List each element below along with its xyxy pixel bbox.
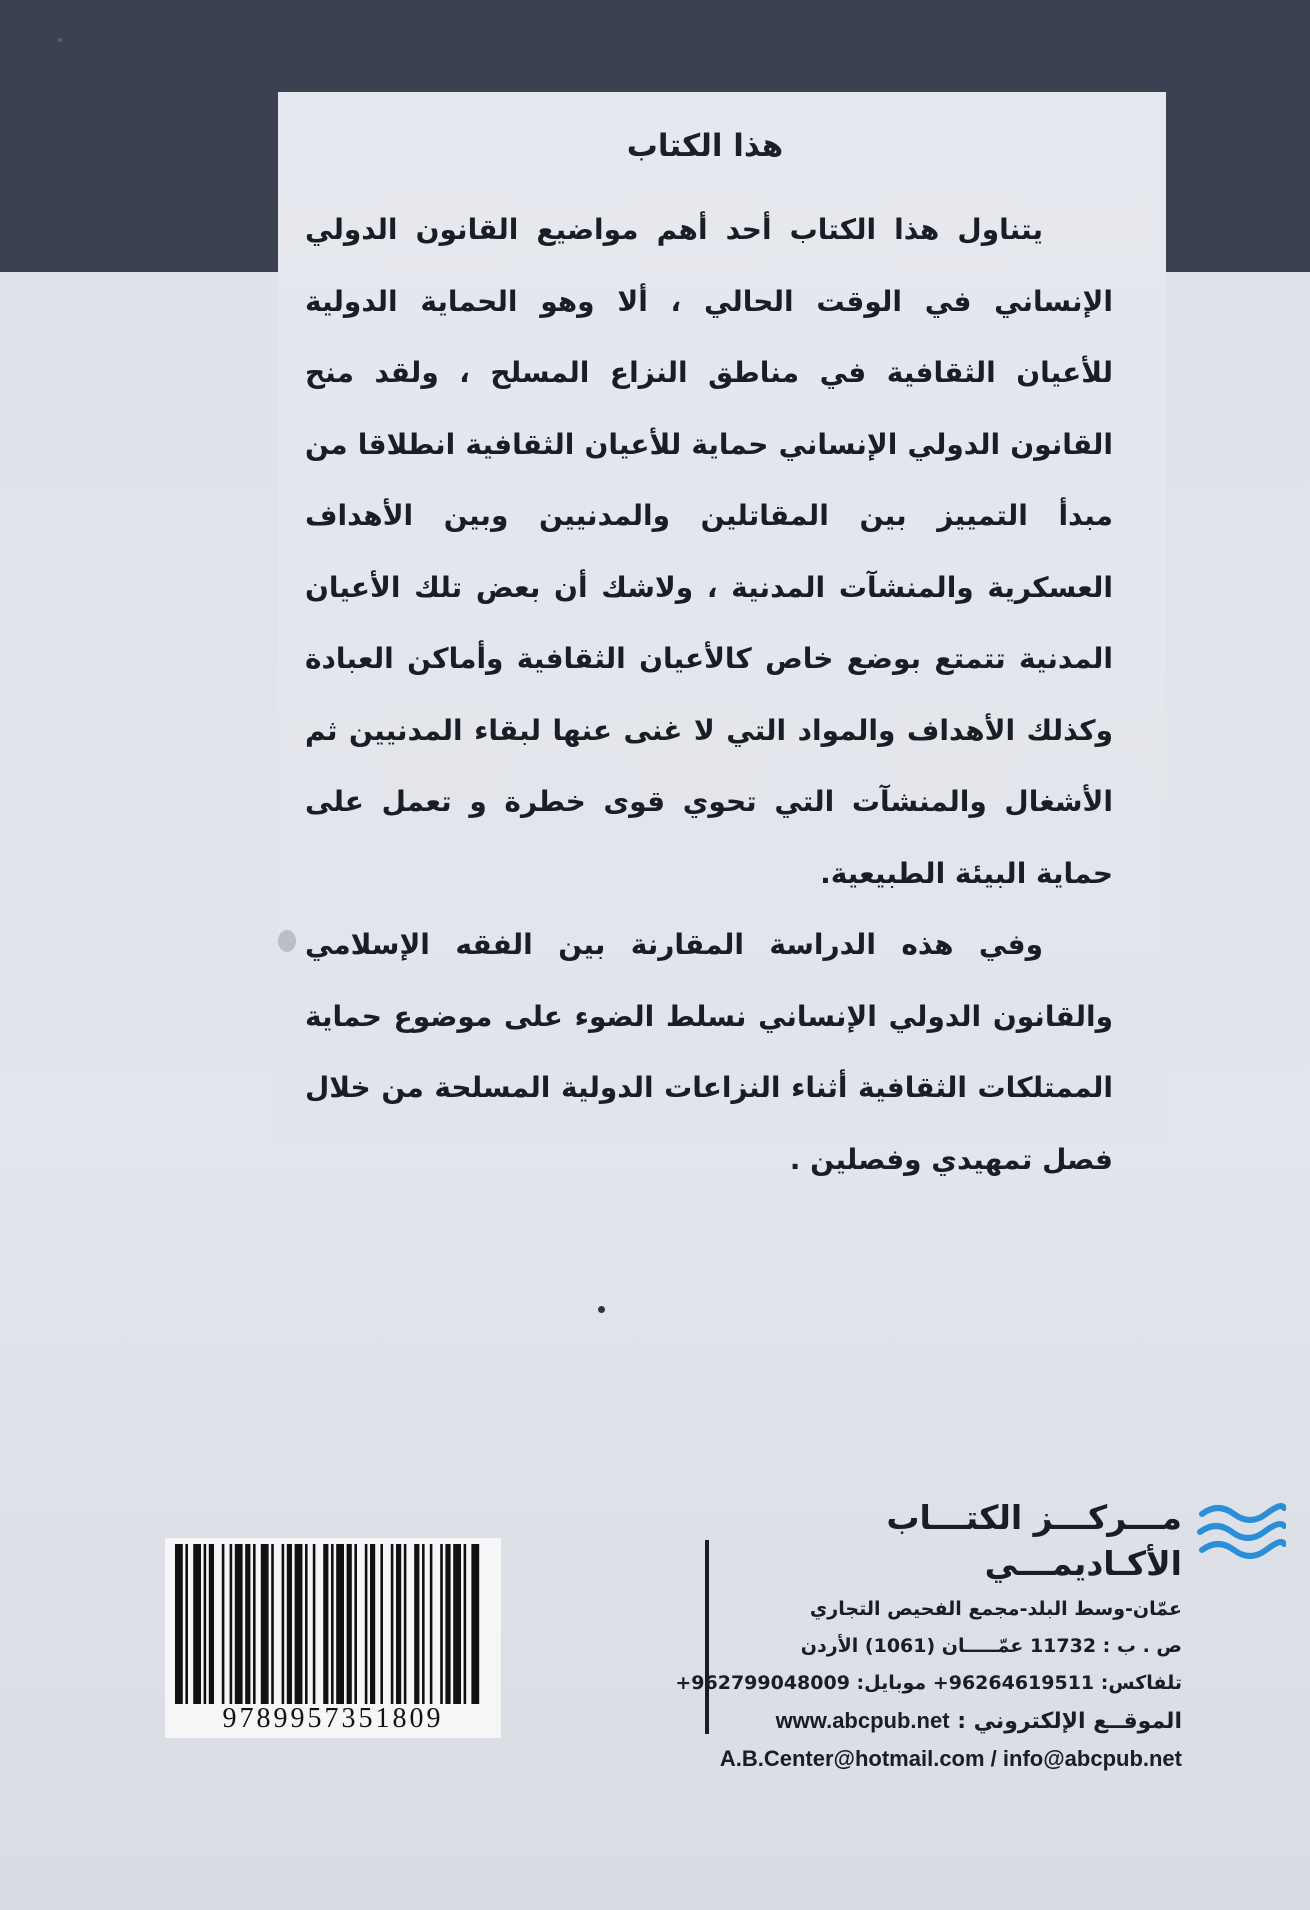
barcode-bar — [185, 1544, 188, 1704]
barcode-bar — [287, 1544, 292, 1704]
barcode-bar — [261, 1544, 269, 1704]
blurb-paragraph-2: وفي هذه الدراسة المقارنة بين الفقه الإسلامي والقانون الدولي الإنساني نسلط الضوء على موضوع حماية الممتلكات الثقافية أثناء النزاعات الدولية المسلحة من خلال فصل تمهيدي وفصلين . — [305, 928, 1113, 1176]
barcode-bar — [323, 1544, 328, 1704]
blurb-text — [305, 194, 1113, 1195]
publisher-website-line — [712, 1702, 1182, 1740]
barcode-bar — [471, 1544, 479, 1704]
barcode-bar — [336, 1544, 344, 1704]
barcode-bar — [282, 1544, 285, 1704]
barcode-bar — [380, 1544, 383, 1704]
publisher-phone: تلفاكس: 96264619511+ موبايل: 962799048009+ — [675, 1672, 1182, 1694]
publisher-pobox: ص . ب : 11732 عمّـــــان (1061) الأردن — [800, 1635, 1182, 1657]
speck — [598, 1306, 605, 1313]
barcode-bar — [235, 1544, 243, 1704]
publisher-block — [675, 1495, 1182, 1777]
barcode-bar — [313, 1544, 316, 1704]
barcode-bar — [396, 1544, 401, 1704]
barcode-bar — [271, 1544, 274, 1704]
website-label: الموقــع الإلكتروني : — [957, 1709, 1182, 1734]
barcode-bar — [445, 1544, 450, 1704]
waves-logo-icon — [1196, 1498, 1286, 1562]
website-link[interactable]: www.abcpub.net — [775, 1708, 950, 1733]
barcode-bar — [245, 1544, 250, 1704]
publisher-address: عمّان-وسط البلد-مجمع الفحيص التجاري — [809, 1598, 1182, 1620]
barcode-bar — [305, 1544, 308, 1704]
barcode-bar — [391, 1544, 394, 1704]
blurb-title: هذا الكتاب — [626, 128, 784, 164]
publisher-name: مـــركـــز الكتـــاب الأكـاديمـــي — [886, 1498, 1182, 1583]
barcode-bar — [453, 1544, 461, 1704]
speck — [58, 38, 62, 42]
publisher-emails[interactable]: A.B.Center@hotmail.com / info@abcpub.net — [719, 1746, 1182, 1771]
barcode-bar — [365, 1544, 368, 1704]
barcode-bar — [354, 1544, 357, 1704]
barcode-bar — [222, 1544, 225, 1704]
barcode-bar — [422, 1544, 425, 1704]
barcode-bar — [430, 1544, 433, 1704]
isbn-number: 9789957351809 — [222, 1703, 444, 1734]
barcode-bar — [370, 1544, 375, 1704]
barcode-bar — [404, 1544, 407, 1704]
barcode-bar — [440, 1544, 443, 1704]
isbn-barcode — [165, 1538, 501, 1738]
smudge — [278, 930, 296, 952]
barcode-bar — [414, 1544, 419, 1704]
barcode-bar — [331, 1544, 334, 1704]
barcode-bar — [175, 1544, 183, 1704]
barcode-bar — [209, 1544, 214, 1704]
blurb-paragraph-1: يتناول هذا الكتاب أحد أهم مواضيع القانون الدولي الإنساني في الوقت الحالي ، ألا وهو الحماية الدولية للأعيان الثقافية في مناطق النزاع المسلح ، ولقد منح القانون الدولي الإنساني حماية للأعيان الثقافية انطلاقا من مبدأ التمييز بين المقاتلين والمدنيين وبين الأهداف العسكرية والمنشآت المدنية ، ولاشك أن بعض تلك الأعيان المدنية تتمتع بوضع خاص كالأعيان الثقافية وأماكن العبادة وكذلك الأهداف والمواد التي لا غنى عنها لبقاء المدنيين ثم الأشغال والمنشآت التي تحوي قوى خطرة و تعمل على حماية البيئة الطبيعية. — [305, 213, 1113, 890]
barcode-bars — [171, 1544, 495, 1704]
barcode-bar — [253, 1544, 256, 1704]
barcode-bar — [193, 1544, 201, 1704]
barcode-bar — [230, 1544, 233, 1704]
barcode-bar — [347, 1544, 352, 1704]
barcode-bar — [464, 1544, 467, 1704]
publisher-divider — [705, 1540, 709, 1734]
barcode-bar — [295, 1544, 303, 1704]
barcode-bar — [204, 1544, 207, 1704]
